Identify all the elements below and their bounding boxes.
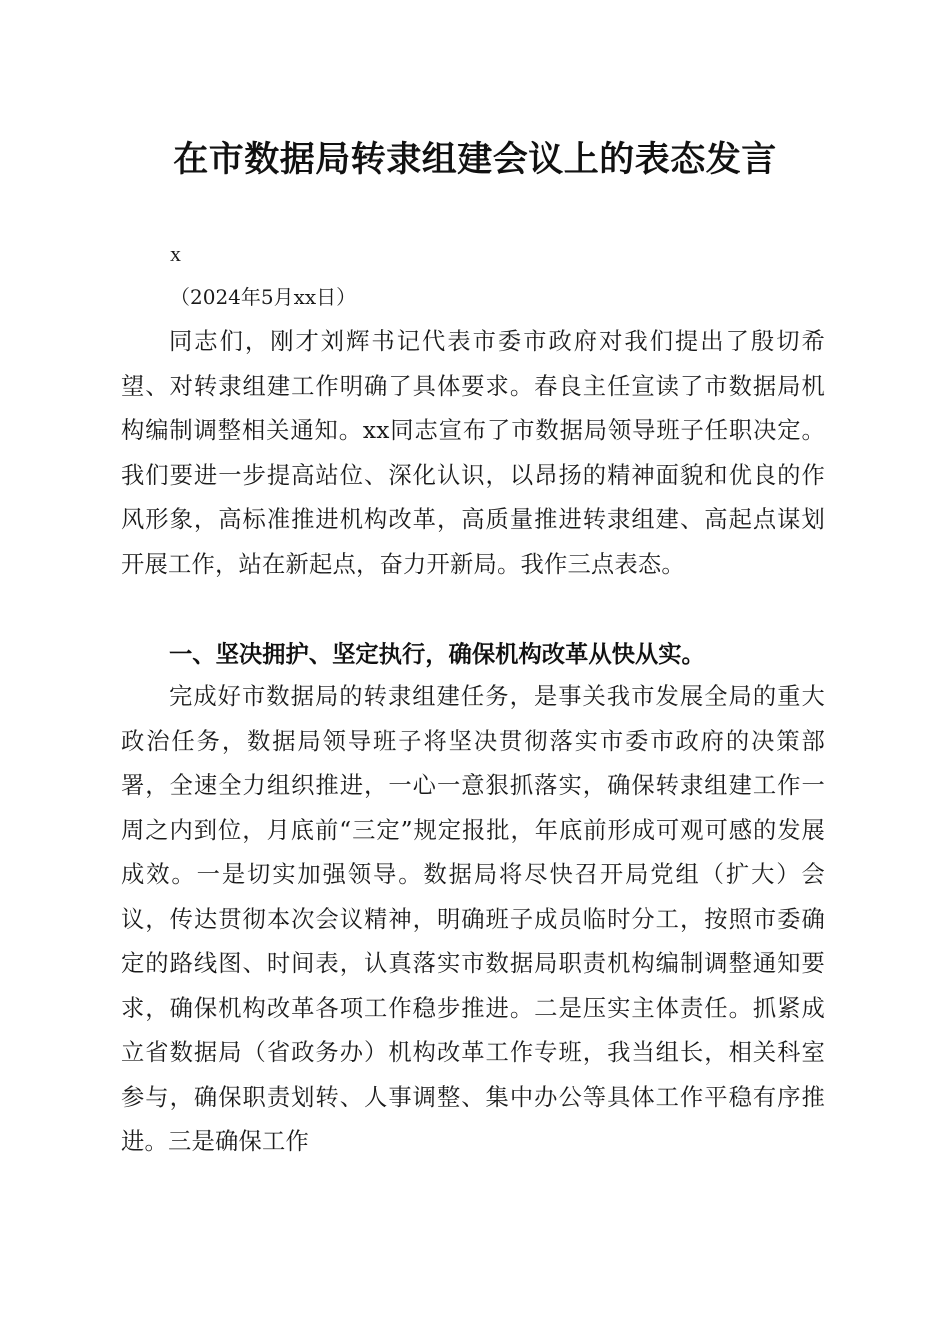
speech-date: （2024年5月xx日）: [170, 285, 357, 309]
document-title: 在市数据局转隶组建会议上的表态发言: [173, 139, 777, 180]
author-line: x: [170, 241, 181, 266]
intro-paragraph: 同志们，刚才刘辉书记代表市委市政府对我们提出了殷切希望、对转隶组建工作明确了具体要求。春良主任宣读了市数据局机构编制调整相关通知。xx同志宣布了市数据局领导班子任职决定。我们要进一步提高站位、深化认识，以昂扬的精神面貌和优良的作风形象，高标准推进机构改革，高质量推进转隶组建、高起点谋划开展工作，站在新起点，奋力开新局。我作三点表态。: [121, 328, 825, 578]
section-heading: 一、坚决拥护、坚定执行，确保机构改革从快从实。: [169, 641, 705, 668]
body-paragraph: 完成好市数据局的转隶组建任务，是事关我市发展全局的重大政治任务，数据局领导班子将坚决贯彻落实市委市政府的决策部署，全速全力组织推进，一心一意狠抓落实，确保转隶组建工作一周之内到位，月底前“三定”规定报批，年底前形成可观可感的发展成效。一是切实加强领导。数据局将尽快召开局党组（扩大）会议，传达贯彻本次会议精神，明确班子成员临时分工，按照市委确定的路线图、时间表，认真落实市数据局职责机构编制调整通知要求，确保机构改革各项工作稳步推进。二是压实主体责任。抓紧成立省数据局（省政务办）机构改革工作专班，我当组长，相关科室参与，确保职责划转、人事调整、集中办公等具体工作平稳有序推进。三是确保工作: [121, 683, 825, 1155]
